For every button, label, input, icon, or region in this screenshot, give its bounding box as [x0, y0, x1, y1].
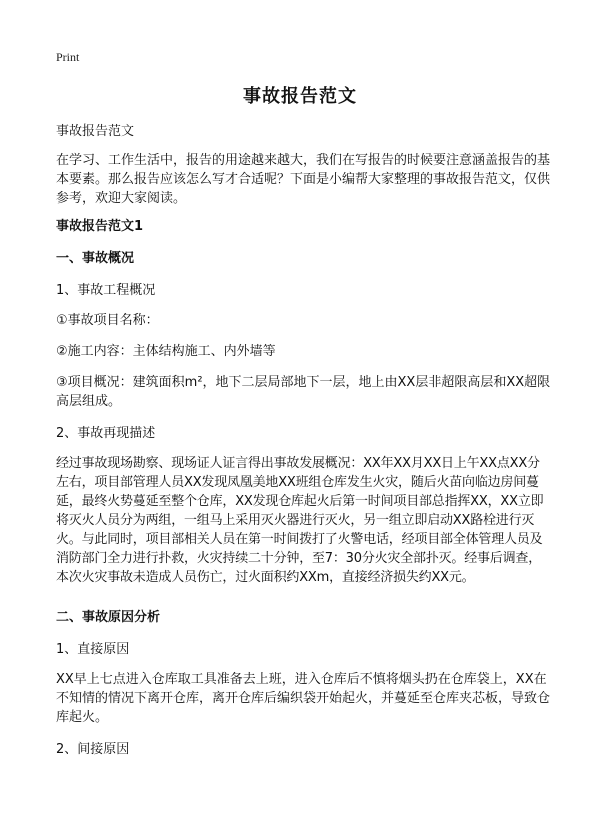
description-paragraph: 经过事故现场勘察、现场证人证言得出事故发展概况：XX年XX月XX日上午XX点XX分左右，项目部管理人员XX发现凤凰美地XX班组仓库发生火灾，随后火苗向临边房间蔓延，最终火势蔓延至整个仓库，XX发现仓库起火后第一时间项目部总指挥XX，XX立即将灭火人员分为两组，一组马上采用灭火器进行灭火，另一组立即启动XX路栓进行灭火。与此同时，项目部相关人员在第一时间拨打了火警电话，经项目部全体管理人员及消防部门全力进行扑救，火灾持续二十分钟，至7：30分火灾全部扑灭。经事后调查，本次火灾事故未造成人员伤亡，过火面积约XXm，直接经济损失约XX元。	[56, 456, 544, 585]
list-item: ①事故项目名称：	[56, 313, 159, 328]
doc-subtitle: 事故报告范文	[56, 124, 135, 139]
cause1-paragraph: XX早上七点进入仓库取工具准备去上班，进入仓库后不慎将烟头扔在仓库袋上，XX在不知情的情况下离开仓库，离开仓库后编织袋开始起火，并蔓延至仓库夹芯板，导致仓库起火。	[56, 672, 551, 725]
cause2-heading: 2、间接原因	[56, 742, 130, 757]
page-title: 事故报告范文	[243, 86, 357, 107]
sample-heading: 事故报告范文1	[56, 219, 144, 234]
cause1-heading: 1、直接原因	[56, 642, 130, 657]
section2-heading: 二、事故原因分析	[56, 610, 161, 625]
sub1-heading: 1、事故工程概况	[56, 283, 156, 298]
print-link[interactable]: Print	[56, 50, 80, 64]
list-item: ③项目概况：建筑面积m²，地下二层局部地下一层，地上由XX层非超限高层和XX超限高层组成。	[56, 375, 551, 409]
sub2-heading: 2、事故再现描述	[56, 426, 156, 441]
intro-paragraph: 在学习、工作生活中，报告的用途越来越大，我们在写报告的时候要注意涵盖报告的基本要素。那么报告应该怎么写才合适呢？下面是小编帮大家整理的事故报告范文，仅供参考，欢迎大家阅读。	[56, 153, 551, 206]
list-item: ②施工内容：主体结构施工、内外墙等	[56, 344, 276, 359]
section1-heading: 一、事故概况	[56, 251, 135, 266]
